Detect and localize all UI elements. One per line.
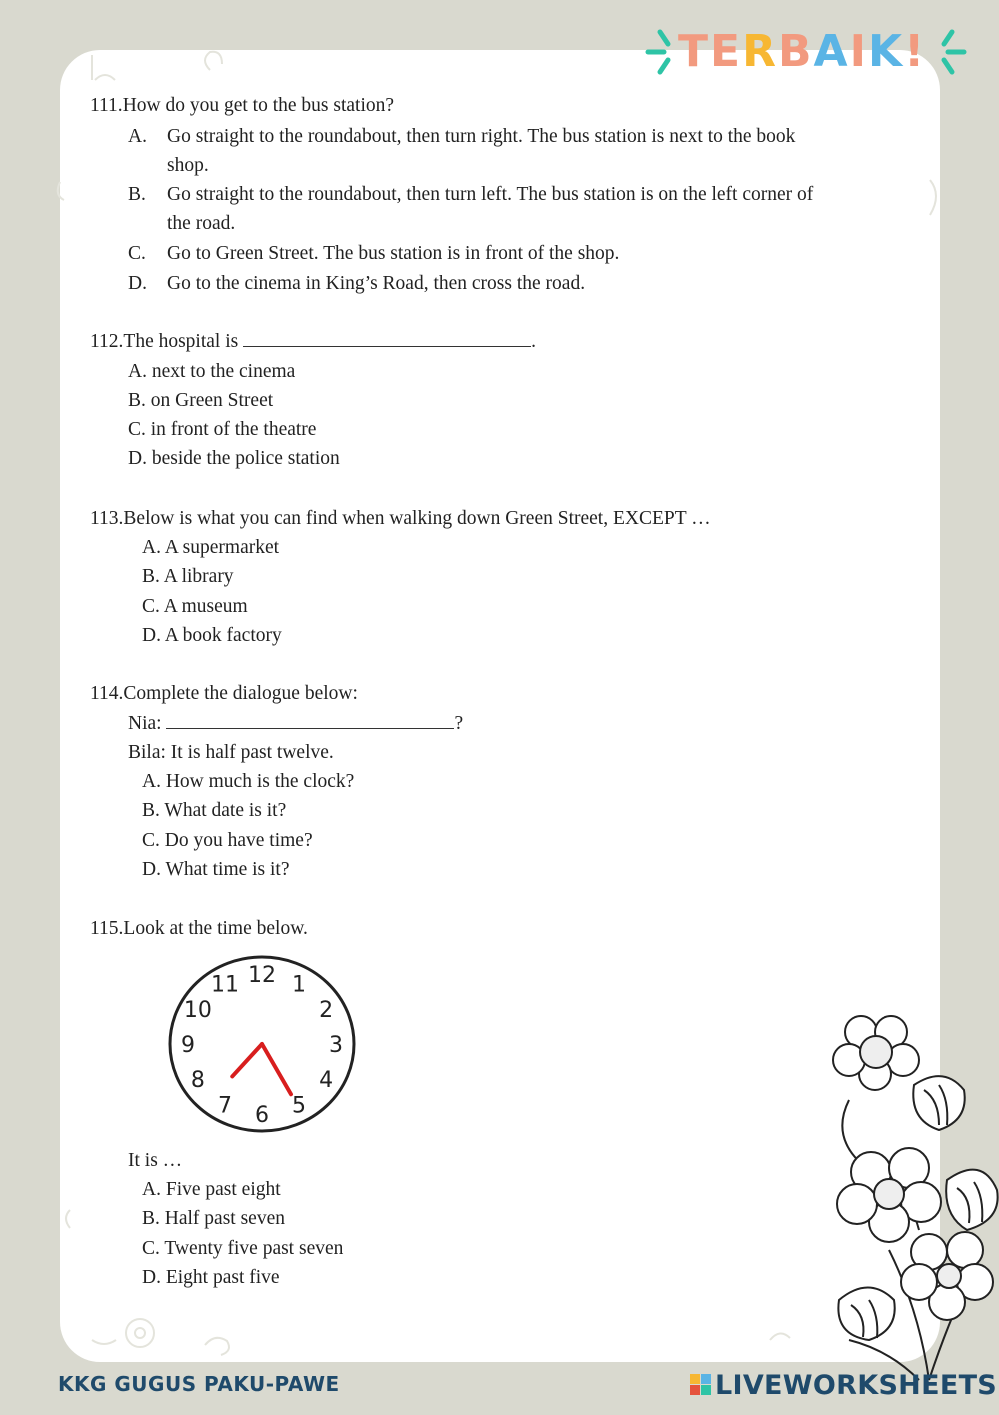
logo-letter: E — [710, 26, 743, 77]
flower-top — [833, 1016, 919, 1090]
clock-image — [162, 952, 362, 1138]
question-stem: 111.How do you get to the bus station? — [90, 95, 395, 116]
clock-number-2: 2 — [319, 998, 334, 1023]
option-label: B. — [142, 566, 160, 587]
option-text-cont: the road. — [167, 213, 236, 234]
option-label: B. — [142, 800, 160, 821]
clock-number-6: 6 — [255, 1103, 269, 1128]
logo-letter: K — [867, 26, 905, 77]
option-text: Do you have time? — [164, 830, 313, 851]
liveworksheets-label: LIVEWORKSHEETS — [715, 1370, 998, 1401]
option-text: A library — [163, 566, 234, 587]
option-label: C. — [142, 830, 160, 851]
option-text: Go straight to the roundabout, then turn right. The bus station is next to the book — [167, 126, 796, 147]
option-label: C. — [142, 596, 160, 617]
answer-blank[interactable] — [166, 710, 454, 729]
option-text: Go straight to the roundabout, then turn left. The bus station is on the left corner of — [167, 184, 814, 205]
logo-letter: T — [678, 26, 711, 77]
option-label: A. — [128, 361, 147, 382]
option-text: Go to Green Street. The bus station is in front of the shop. — [167, 243, 620, 264]
option-label: C. — [128, 243, 146, 264]
clock-number-3: 3 — [329, 1033, 343, 1058]
clock-number-8: 8 — [190, 1068, 205, 1093]
option-b[interactable] — [142, 562, 234, 591]
flower-bud-top — [913, 1076, 964, 1130]
option-label: B. — [142, 1208, 160, 1229]
option-label: C. — [128, 419, 146, 440]
option-c[interactable] — [128, 415, 316, 444]
question-stem: 113.Below is what you can find when walking down Green Street, EXCEPT … — [90, 508, 711, 529]
option-label: A. — [142, 771, 161, 792]
clock-number-10: 10 — [183, 998, 212, 1023]
question-prompt: It is … — [128, 1150, 183, 1171]
option-label: A. — [128, 126, 147, 147]
option-text: How much is the clock? — [165, 771, 355, 792]
option-text: What time is it? — [165, 859, 290, 880]
option-b[interactable] — [142, 796, 286, 825]
flower-middle — [837, 1148, 941, 1242]
clock-number-12: 12 — [248, 963, 276, 988]
clock-number-7: 7 — [218, 1093, 232, 1119]
option-label: D. — [142, 625, 161, 646]
clock-number-11: 11 — [211, 972, 239, 998]
option-text: Five past eight — [165, 1179, 281, 1200]
dialogue-bila: Bila: It is half past twelve. — [128, 742, 334, 763]
option-text: Half past seven — [164, 1208, 285, 1229]
clock-number-4: 4 — [319, 1068, 334, 1093]
option-text: on Green Street — [150, 390, 274, 411]
option-d[interactable] — [142, 621, 282, 650]
option-b[interactable] — [128, 386, 273, 415]
option-c[interactable] — [142, 826, 313, 855]
clock-number-1: 1 — [292, 972, 306, 998]
option-text: Eight past five — [165, 1267, 280, 1288]
option-b[interactable] — [142, 1204, 285, 1233]
option-label: D. — [128, 273, 147, 294]
clock-number-5: 5 — [292, 1093, 306, 1119]
option-d[interactable] — [142, 855, 290, 884]
terbaik-logo — [640, 22, 970, 84]
answer-blank[interactable] — [243, 328, 531, 347]
sparkle-left-icon — [642, 22, 682, 84]
option-c[interactable] — [142, 592, 248, 621]
logo-letter: B — [777, 26, 814, 77]
option-label: D. — [142, 859, 161, 880]
option-label: C. — [142, 1238, 160, 1259]
question-stem: 114.Complete the dialogue below: — [90, 683, 358, 704]
option-text: A supermarket — [164, 537, 280, 558]
option-label: D. — [128, 448, 147, 469]
flower-illustration — [829, 1010, 999, 1390]
option-c[interactable] — [142, 1234, 343, 1263]
footer-school-name: KKG GUGUS PAKU-PAWE — [58, 1372, 340, 1396]
flower-lower — [901, 1232, 993, 1320]
option-a[interactable] — [128, 357, 295, 386]
logo-letter: A — [813, 26, 850, 77]
logo-letter: I — [849, 26, 868, 77]
clock-number-9: 9 — [181, 1033, 195, 1058]
option-a[interactable] — [142, 1175, 281, 1204]
option-label: A. — [142, 1179, 161, 1200]
option-text: Go to the cinema in King’s Road, then cross the road. — [167, 273, 586, 294]
option-text-cont: shop. — [167, 155, 209, 176]
logo-letter: ! — [904, 26, 927, 77]
logo-letter: R — [742, 26, 778, 77]
option-label: B. — [128, 390, 146, 411]
flower-bud-right — [946, 1170, 997, 1230]
question-stem: 115.Look at the time below. — [90, 918, 308, 939]
flower-bud-bottom — [838, 1288, 894, 1341]
option-text: next to the cinema — [151, 361, 296, 382]
question-stem: 112.The hospital is . — [90, 327, 536, 356]
sparkle-right-icon — [930, 22, 970, 84]
option-a[interactable] — [142, 533, 279, 562]
liveworksheets-brand[interactable] — [690, 1370, 997, 1401]
option-d[interactable] — [142, 1263, 280, 1292]
option-text: What date is it? — [164, 800, 287, 821]
option-text: Twenty five past seven — [164, 1238, 344, 1259]
dialogue-nia: Nia: ? — [128, 709, 463, 738]
option-text: beside the police station — [151, 448, 340, 469]
option-text: A book factory — [164, 625, 282, 646]
option-label: B. — [128, 184, 146, 205]
option-text: in front of the theatre — [150, 419, 317, 440]
logo-text — [678, 26, 926, 77]
option-d[interactable] — [128, 444, 340, 473]
option-a[interactable] — [142, 767, 354, 796]
option-text: A museum — [163, 596, 248, 617]
option-label: A. — [142, 537, 161, 558]
liveworksheets-logo-icon — [690, 1374, 712, 1396]
option-label: D. — [142, 1267, 161, 1288]
